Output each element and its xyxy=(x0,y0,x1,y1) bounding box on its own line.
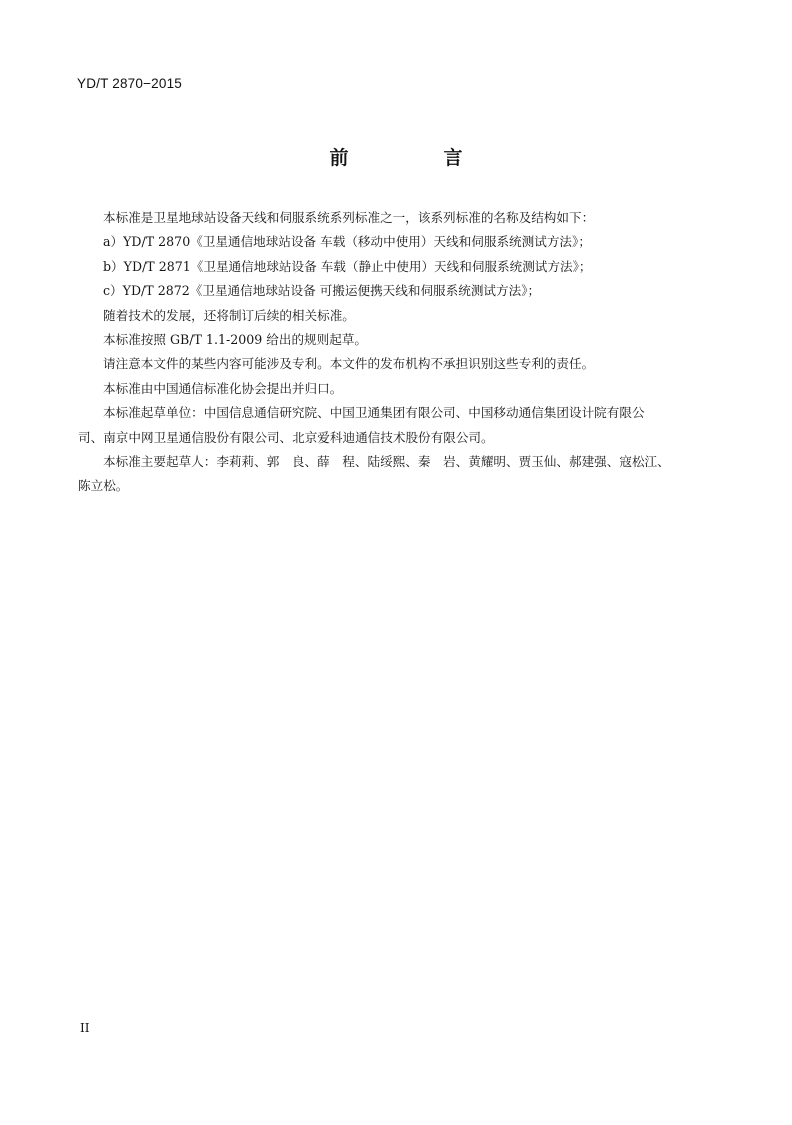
paragraph-follow-up: 随着技术的发展，还将制订后续的相关标准。 xyxy=(103,307,355,323)
drafting-units-line-2: 司、南京中网卫星通信股份有限公司、北京爱科迪通信技术股份有限公司。 xyxy=(78,429,494,445)
paragraph-proposer: 本标准由中国通信标准化协会提出并归口。 xyxy=(103,380,343,396)
list-item-a: a）YD/T 2870《卫星通信地球站设备 车载（移动中使用）天线和伺服系统测试方法》； xyxy=(103,234,591,250)
paragraph-drafting-rules: 本标准按照 GB/T 1.1-2009 给出的规则起草。 xyxy=(103,332,368,348)
standard-code-header: YD/T 2870−2015 xyxy=(77,76,183,91)
drafters-line-1: 本标准主要起草人：李莉莉、郭 良、薛 程、陆绥熙、秦 岩、黄耀明、贾玉仙、郝建强、寇松江、 xyxy=(103,454,670,470)
list-item-b: b）YD/T 2871《卫星通信地球站设备 车载（静止中使用）天线和伺服系统测试方法》； xyxy=(103,258,592,274)
drafters-line-2: 陈立松。 xyxy=(78,478,129,494)
foreword-body xyxy=(78,206,718,499)
paragraph-patent-notice: 请注意本文件的某些内容可能涉及专利。本文件的发布机构不承担识别这些专利的责任。 xyxy=(103,356,595,372)
page-number: II xyxy=(80,1021,90,1035)
paragraph-intro: 本标准是卫星地球站设备天线和伺服系统系列标准之一，该系列标准的名称及结构如下： xyxy=(103,210,595,225)
drafting-units-line-1: 本标准起草单位：中国信息通信研究院、中国卫通集团有限公司、中国移动通信集团设计院有限公 xyxy=(103,405,645,421)
list-item-c: c）YD/T 2872《卫星通信地球站设备 可搬运便携天线和伺服系统测试方法》； xyxy=(103,283,541,299)
page-title: 前 言 xyxy=(329,147,501,169)
paragraph-drafters xyxy=(78,450,718,499)
paragraph-drafting-units xyxy=(78,401,718,450)
